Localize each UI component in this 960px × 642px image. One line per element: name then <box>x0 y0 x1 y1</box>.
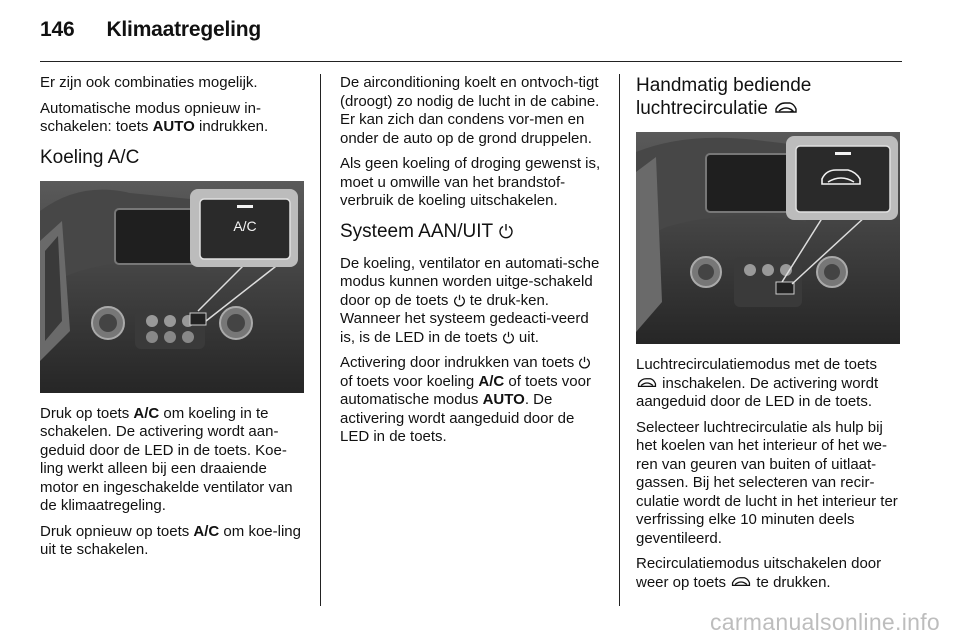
text: te drukken. <box>752 573 831 591</box>
power-icon <box>498 223 514 239</box>
text: om koe-ling uit te schakelen. <box>40 522 301 558</box>
section-heading-systeem <box>340 221 605 243</box>
text: of toets voor koeling <box>340 372 479 390</box>
text: Druk opnieuw op toets <box>40 522 194 540</box>
text: . De activering wordt aangeduid door de LED in de toets. <box>340 391 575 445</box>
chapter-title: Klimaatregeling <box>106 18 261 41</box>
recirculation-icon <box>636 376 658 390</box>
column-3 <box>636 74 902 599</box>
column-2 <box>340 74 605 454</box>
text: of toets voor automatische modus <box>340 372 591 408</box>
text: uit. <box>514 328 539 346</box>
text: om koeling in te schakelen. De activering wordt aan-geduid door de LED in de toets. Koe-ling werkt alleen bij een draaiende motor en ingeschakelde ventilator van de klimaatregeling. <box>40 404 293 514</box>
figure-recirculation-button <box>636 132 900 344</box>
heading-text: Systeem AAN/UIT <box>340 220 493 242</box>
paragraph <box>636 555 902 592</box>
text: Activering door indrukken van toets <box>340 354 579 371</box>
power-icon <box>502 331 515 344</box>
paragraph <box>340 354 605 447</box>
column-divider-1 <box>320 74 321 606</box>
recirculation-icon <box>730 575 752 589</box>
text: De koeling, ventilator en automati-sche modus kunnen worden uitge-schakeld door op de toets <box>340 254 600 309</box>
text: Recirculatiemodus uitschakelen door weer op toets <box>636 555 882 591</box>
paragraph <box>40 100 305 137</box>
paragraph <box>636 356 902 412</box>
keyword-auto: AUTO <box>482 391 525 408</box>
watermark: carmanualsonline.info <box>709 609 940 635</box>
power-icon <box>453 294 466 307</box>
figure-ac-button <box>40 181 304 393</box>
keyword-auto: AUTO <box>152 118 195 135</box>
text: indrukken. <box>194 118 269 135</box>
text: Automatische modus opnieuw in-schakelen: toets <box>40 99 261 135</box>
paragraph <box>40 405 305 516</box>
paragraph <box>340 255 605 348</box>
text: Luchtrecirculatiemodus met de toets <box>636 356 877 373</box>
paragraph: Als geen koeling of droging gewenst is, moet u omwille van het brandstof-verbruik de koeling uitschakelen. <box>340 155 601 209</box>
paragraph <box>40 523 305 560</box>
page-header <box>40 18 261 50</box>
text: te druk-ken. Wanneer het systeem gedeacti-veerd is, is de LED in de toets <box>340 291 589 346</box>
recirculation-icon <box>773 100 799 116</box>
paragraph: Selecteer luchtrecirculatie als hulp bij het koelen van het interieur of het we-ren van geuren van buiten of uitlaat-gassen. Bij het selecteren van recir-culatie wordt de lucht in het interieur ter verfrissing elke 10 minuten deels geventileerd. <box>636 418 898 547</box>
paragraph: De airconditioning koelt en ontvoch-tigt (droogt) zo nodig de lucht in de cabine. Er kan zich dan condens vor-men en onder de auto op de grond druppelen. <box>340 74 600 147</box>
column-divider-2 <box>619 74 620 606</box>
ac-button-label: A/C <box>233 217 257 234</box>
text: Druk op toets <box>40 404 134 422</box>
keyword-ac: A/C <box>478 372 505 390</box>
header-rule <box>40 61 902 62</box>
keyword-ac: A/C <box>193 522 220 540</box>
paragraph: Er zijn ook combinaties mogelijk. <box>40 74 258 91</box>
power-icon <box>578 356 591 369</box>
page-number: 146 <box>40 18 75 41</box>
section-heading-koeling: Koeling A/C <box>40 146 140 168</box>
heading-text: Handmatig bediende luchtrecirculatie <box>636 75 812 119</box>
text: inschakelen. De activering wordt aangeduid door de LED in de toets. <box>636 374 879 410</box>
column-1 <box>40 74 305 567</box>
keyword-ac: A/C <box>133 404 160 422</box>
section-heading-luchtrecirculatie <box>636 74 902 120</box>
